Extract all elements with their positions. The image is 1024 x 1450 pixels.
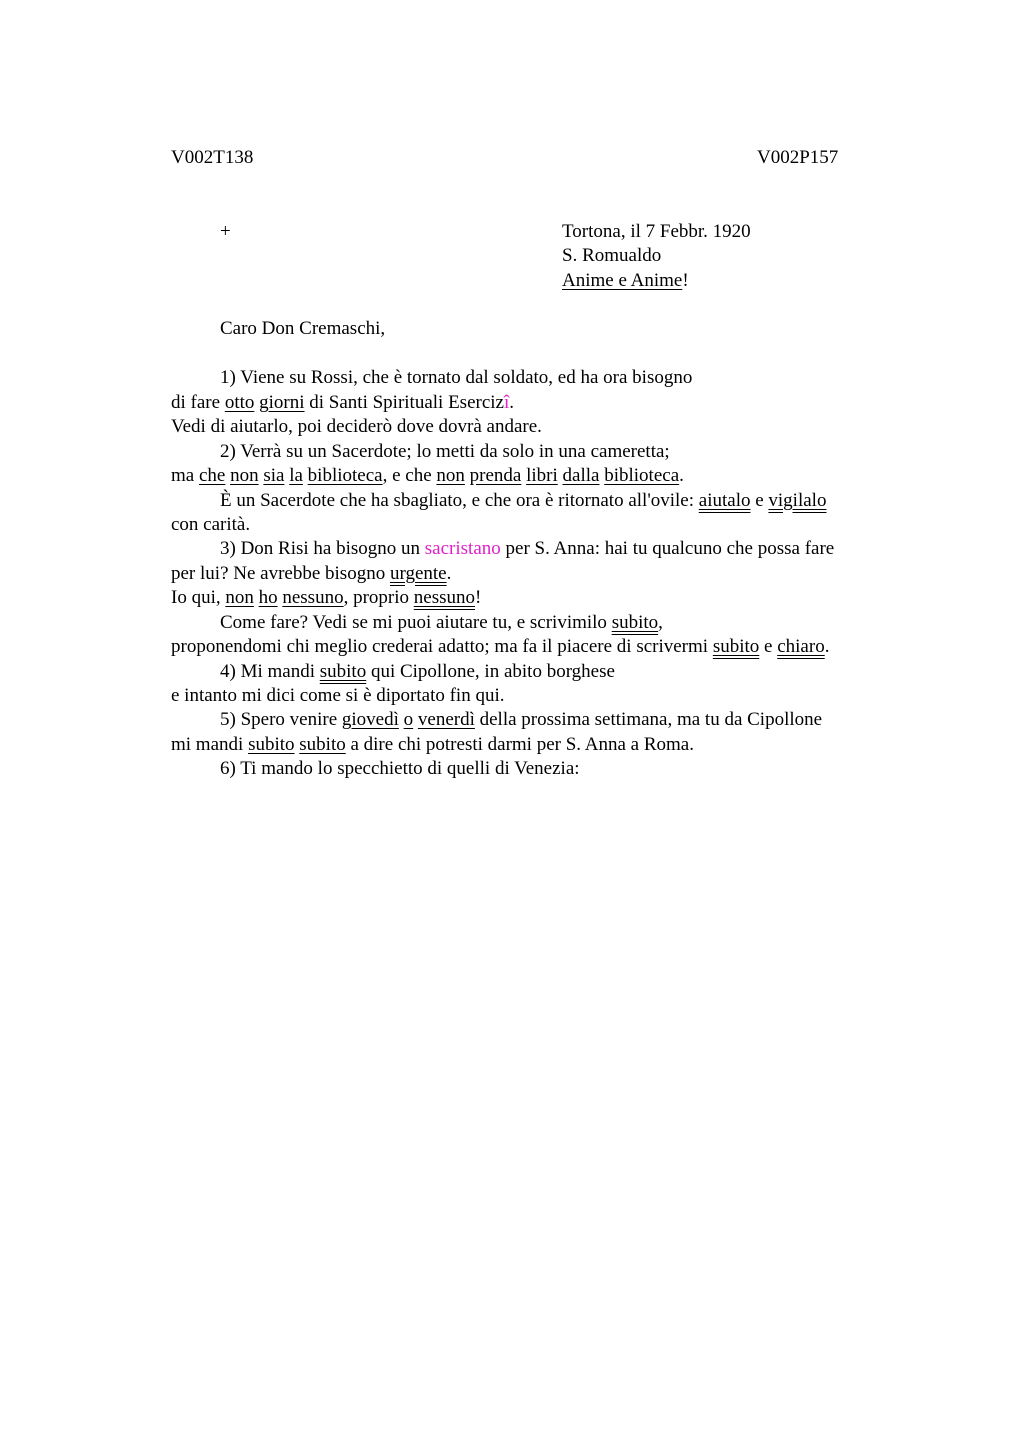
double-underlined-word: urgente <box>389 563 447 584</box>
text-segment: Come fare? Vedi se mi puoi aiutare tu, e scrivimilo <box>220 612 612 633</box>
body-line <box>220 440 670 464</box>
motto <box>562 269 689 293</box>
text-segment: qui Cipollone, in abito borghese <box>366 661 615 682</box>
body-line <box>220 366 692 390</box>
underlined-word: giovedì <box>341 709 399 730</box>
text-segment: della prossima settimana, ma tu da Cipollone <box>474 709 823 730</box>
text-segment: ! <box>475 587 482 608</box>
double-underlined-word: subito <box>611 612 659 633</box>
body-line <box>220 611 663 635</box>
underlined-word: sia <box>263 465 285 486</box>
text-segment: mi mandi <box>171 734 249 755</box>
body-line <box>171 513 250 537</box>
body-line <box>220 757 580 781</box>
underlined-word: non <box>230 465 259 486</box>
underlined-word: prenda <box>469 465 522 486</box>
body-line <box>220 489 826 513</box>
underlined-word: la <box>289 465 303 486</box>
text-segment: . <box>446 563 452 584</box>
text-segment: Vedi di aiutarlo, poi deciderò dove dovrà andare. <box>171 416 542 437</box>
underlined-word: biblioteca <box>604 465 680 486</box>
underlined-word: non <box>225 587 254 608</box>
text-segment: per S. Anna: hai tu qualcuno che possa fare <box>500 538 835 559</box>
underlined-word: biblioteca <box>307 465 383 486</box>
underlined-word: nessuno <box>282 587 344 608</box>
text-segment: . <box>679 465 684 486</box>
underlined-word: subito <box>299 734 346 755</box>
text-segment: 6) Ti mando lo specchietto di quelli di Venezia: <box>220 758 580 779</box>
text-segment: . <box>824 636 830 657</box>
text-segment: È un Sacerdote che ha sbagliato, e che ora è ritornato all'ovile: <box>220 490 699 511</box>
body-line <box>171 635 829 659</box>
salutation: Caro Don Cremaschi, <box>220 318 386 339</box>
text-segment: per lui? Ne avrebbe bisogno <box>171 563 390 584</box>
text-segment: con carità. <box>171 514 251 535</box>
double-underlined-word: nessuno <box>413 587 476 608</box>
motto-underlined: Anime e Anime <box>562 270 683 291</box>
place-date: Tortona, il 7 Febbr. 1920 <box>562 221 751 242</box>
saint-day: S. Romualdo <box>562 245 662 266</box>
double-underlined-word: subito <box>712 636 760 657</box>
body-line <box>171 415 542 439</box>
double-underlined-word: subito <box>319 661 367 682</box>
text-segment: 3) Don Risi ha bisogno un <box>220 538 425 559</box>
underlined-word: non <box>436 465 465 486</box>
text-segment: a dire chi potresti darmi per S. Anna a Roma. <box>345 734 694 755</box>
text-segment: Io qui, <box>171 587 226 608</box>
body-line <box>171 464 684 488</box>
underlined-word: che <box>198 465 226 486</box>
text-segment: 5) Spero venire <box>220 709 342 730</box>
double-underlined-word: aiutalo <box>698 490 751 511</box>
text-segment: e intanto mi dici come si è diportato fin qui. <box>171 685 505 706</box>
text-segment: proponendomi chi meglio crederai adatto; ma fa il piacere di scrivermi <box>171 636 713 657</box>
text-segment: e <box>759 636 778 657</box>
body-line <box>171 562 451 586</box>
body-line <box>171 684 504 708</box>
text-segment: , <box>658 612 663 633</box>
text-segment: , proprio <box>343 587 414 608</box>
double-underlined-word: chiaro <box>777 636 825 657</box>
text-segment: di Santi Spirituali Eserciz <box>304 392 504 413</box>
body-line <box>171 586 481 610</box>
highlighted-text: sacristano <box>424 538 501 559</box>
underlined-word: venerdì <box>417 709 475 730</box>
body-line <box>171 733 694 757</box>
text-segment: e <box>750 490 769 511</box>
underlined-word: subito <box>248 734 295 755</box>
body-line <box>220 708 822 732</box>
text-segment: 2) Verrà su un Sacerdote; lo metti da solo in una cameretta; <box>220 441 670 462</box>
motto-end: ! <box>682 270 689 291</box>
text-segment: 1) Viene su Rossi, che è tornato dal soldato, ed ha ora bisogno <box>220 367 693 388</box>
header-left-code: V002T138 <box>171 147 254 168</box>
text-segment: di fare <box>171 392 225 413</box>
header-right-code: V002P157 <box>757 147 839 168</box>
highlighted-text: î <box>503 392 510 413</box>
underlined-word: otto <box>224 392 255 413</box>
underlined-word: o <box>403 709 414 730</box>
underlined-word: giorni <box>259 392 305 413</box>
text-segment: ma <box>171 465 199 486</box>
underlined-word: dalla <box>562 465 600 486</box>
cross-mark: + <box>220 221 231 242</box>
text-segment: , e che <box>382 465 437 486</box>
body-line <box>220 537 834 561</box>
text-segment: . <box>509 392 515 413</box>
underlined-word: libri <box>526 465 558 486</box>
body-line <box>171 391 514 415</box>
underlined-word: ho <box>258 587 278 608</box>
double-underlined-word: vigilalo <box>768 490 827 511</box>
text-segment: 4) Mi mandi <box>220 661 320 682</box>
body-line <box>220 660 615 684</box>
